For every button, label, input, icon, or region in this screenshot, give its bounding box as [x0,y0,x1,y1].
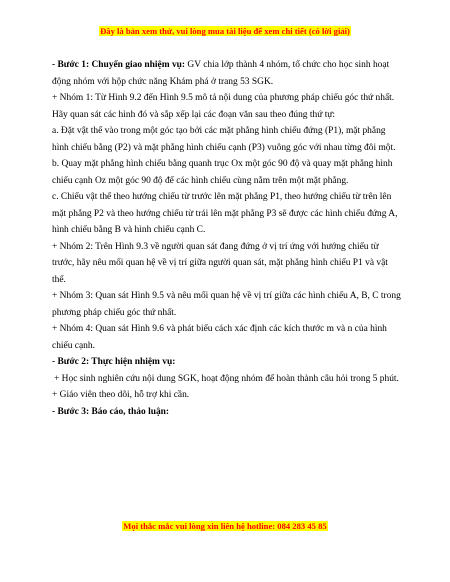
step2-teacher-paragraph: + Giáo viên theo dõi, hỗ trợ khi cần. [52,390,190,400]
group1-paragraph: + Nhóm 1: Từ Hình 9.2 đến Hình 9.5 mô tả nội dung của phương pháp chiếu góc thứ nhất. Hãy quan sát các hình đó và sắp xếp lại các đoạn văn sau theo đúng thứ tự: [52,93,395,120]
group3-paragraph: + Nhóm 3: Quan sát Hình 9.5 và nêu mối quan hệ về vị trí giữa các hình chiếu A, B, C trong phương pháp chiếu góc thứ nhất. [52,291,401,318]
group4-paragraph: + Nhóm 4: Quan sát Hình 9.6 và phát biểu cách xác định các kích thước m và n của hình chiếu cạnh. [52,324,387,351]
item-c-paragraph: c. Chiếu vật thể theo hướng chiếu từ trước lên mặt phẳng P1, theo hướng chiếu từ trên lên mặt phẳng P2 và theo hướng chiếu từ trái lên mặt phẳng P3 sẽ được các hình chiếu đứng A, hình chiếu bằng B và hình chiếu cạnh C. [52,192,398,235]
step3-heading: - Bước 3: Báo cáo, thảo luận: [52,406,170,417]
hotline-banner [0,521,450,531]
step2-heading: - Bước 2: Thực hiện nhiệm vụ: [52,357,176,367]
item-b-paragraph: b. Quay mặt phẳng hình chiếu bằng quanh trục Ox một góc 90 độ và quay mặt phẳng hình chiếu cạnh Oz một góc 90 độ để các hình chiếu cùng nằm trên một mặt phẳng. [52,159,393,186]
step1-heading: - Bước 1: Chuyển giao nhiệm vụ: [52,60,186,70]
document-body [52,57,402,420]
item-a-paragraph: a. Đặt vật thể vào trong một góc tạo bởi các mặt phẳng hình chiếu đứng (P1), mặt phẳng hình chiếu bằng (P2) và mặt phẳng hình chiếu cạnh (P3) vuông góc với nhau từng đôi một. [52,126,396,153]
hotline-text: Mọi thắc mắc vui lòng xin liên hệ hotline: 084 283 45 85 [123,521,327,531]
preview-notice-banner [0,26,450,36]
preview-notice-text: Đây là bản xem thử, vui lòng mua tài liệu để xem chi tiết (có lời giải) [100,26,350,36]
group2-paragraph: + Nhóm 2: Trên Hình 9.3 về người quan sát đang đứng ở vị trí ứng với hướng chiếu từ trước, hãy nêu mối quan hệ về vị trí giữa người quan sát, mặt phẳng hình chiếu P1 và vật thể. [52,241,388,285]
step1-text: GV chia lớp thành 4 nhóm, tổ chức cho học sinh hoạt động nhóm với hộp chức năng Khám phá ở trang 53 SGK. [52,60,390,87]
step2-student-paragraph: + Học sinh nghiên cứu nội dung SGK, hoạt động nhóm để hoàn thành câu hỏi trong 5 phút. [54,373,399,384]
step1-paragraph [52,57,402,90]
